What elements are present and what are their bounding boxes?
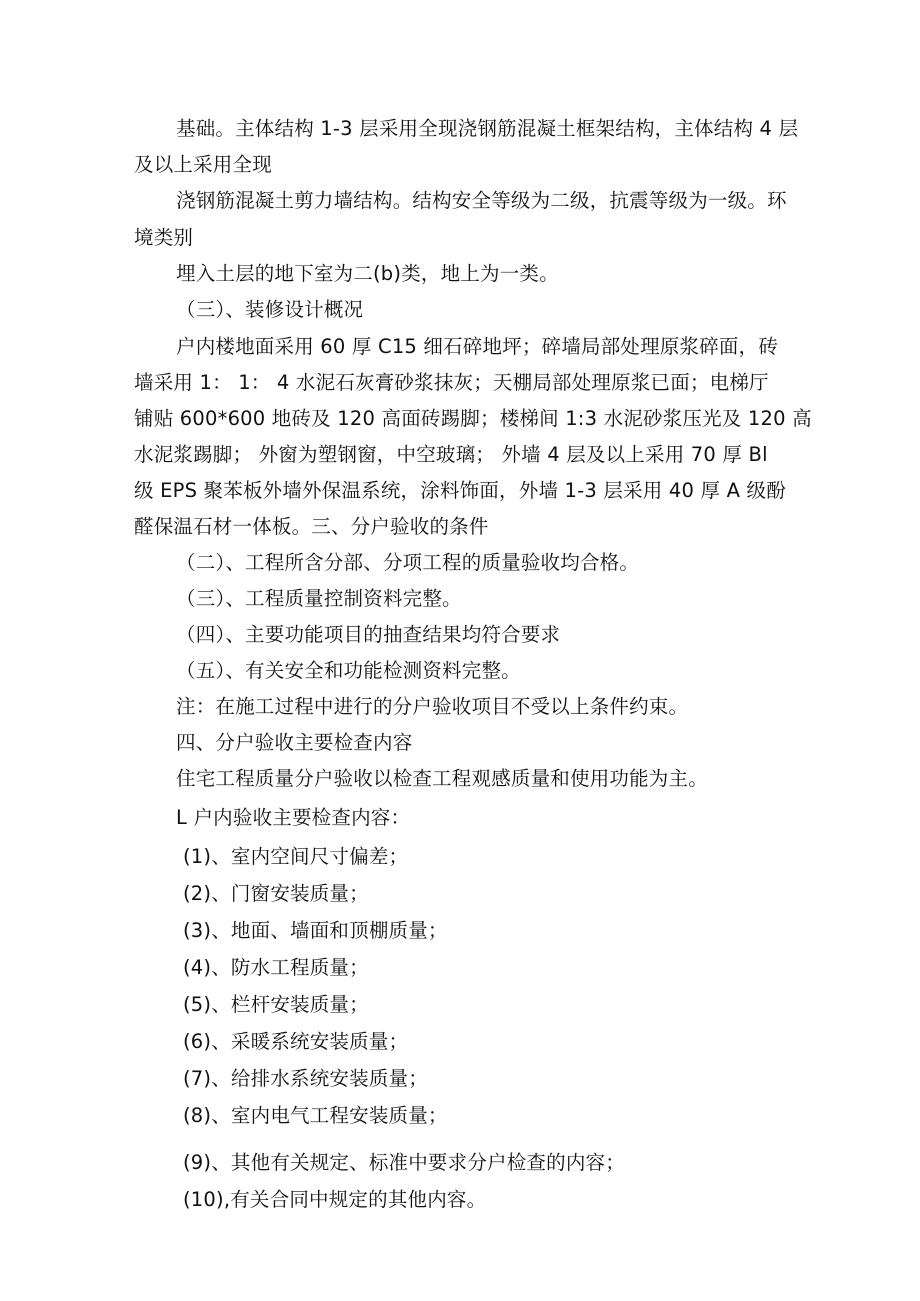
section-heading: （三）、装修设计概况 <box>176 298 364 321</box>
list-item: (6)、采暖系统安装质量； <box>183 1030 409 1053</box>
paragraph-line: 住宅工程质量分户验收以检查工程观感质量和使用功能为主。 <box>176 767 708 790</box>
subsection-heading: L 户内验收主要检查内容： <box>176 806 411 829</box>
list-item: (7)、给排水系统安装质量； <box>183 1067 428 1090</box>
paragraph-line: 户内楼地面采用 60 厚 C15 细石碎地坪；碎墙局部处理原浆碎面，砖 <box>176 335 779 358</box>
paragraph-line: 醛保温石材一体板。三、分户验收的条件 <box>134 515 489 538</box>
paragraph-line: 铺贴 600*600 地砖及 120 高面砖踢脚；楼梯间 1:3 水泥砂浆压光及 120 高 <box>134 407 812 430</box>
paragraph-line: 境类别 <box>134 226 194 249</box>
paragraph-line: 及以上采用全现 <box>134 153 272 176</box>
list-item: (9)、其他有关规定、标准中要求分户检查的内容； <box>183 1151 625 1174</box>
paragraph-line: 级 EPS 聚苯板外墙外保温系统，涂料饰面，外墙 1-3 层采用 40 厚 A 级酚 <box>134 479 786 502</box>
condition-item: （五）、有关安全和功能检测资料完整。 <box>176 659 521 682</box>
note-line: 注：在施工过程中进行的分户验收项目不受以上条件约束。 <box>176 695 689 718</box>
list-item: (4)、防水工程质量； <box>183 956 369 979</box>
list-item: (10),有关合同中规定的其他内容。 <box>183 1188 487 1211</box>
condition-item: （三）、工程质量控制资料完整。 <box>176 587 462 610</box>
condition-item: （二）、工程所含分部、分项工程的质量验收均合格。 <box>176 551 640 574</box>
paragraph-line: 墙采用 1： 1： 4 水泥石灰膏砂浆抹灰；天棚局部处理原浆已面；电梯厅 <box>134 371 769 394</box>
paragraph-line: 水泥浆踢脚； 外窗为塑钢窗，中空玻璃； 外墙 4 层及以上采用 70 厚 Bl <box>134 443 768 466</box>
section-heading: 四、分户验收主要检查内容 <box>176 731 413 754</box>
condition-item: （四）、主要功能项目的抽查结果均符合要求 <box>176 623 561 646</box>
list-item: (1)、室内空间尺寸偏差； <box>183 845 409 868</box>
list-item: (2)、门窗安装质量； <box>183 882 369 905</box>
paragraph-line: 基础。主体结构 1-3 层采用全现浇钢筋混凝土框架结构，主体结构 4 层 <box>176 117 799 140</box>
list-item: (3)、地面、墙面和顶棚质量； <box>183 919 448 942</box>
list-item: (5)、栏杆安装质量； <box>183 993 369 1016</box>
paragraph-line: 埋入土层的地下室为二(b)类，地上为一类。 <box>176 262 559 285</box>
list-item: (8)、室内电气工程安装质量； <box>183 1104 448 1127</box>
paragraph-line: 浇钢筋混凝土剪力墙结构。结构安全等级为二级，抗震等级为一级。环 <box>176 189 787 212</box>
